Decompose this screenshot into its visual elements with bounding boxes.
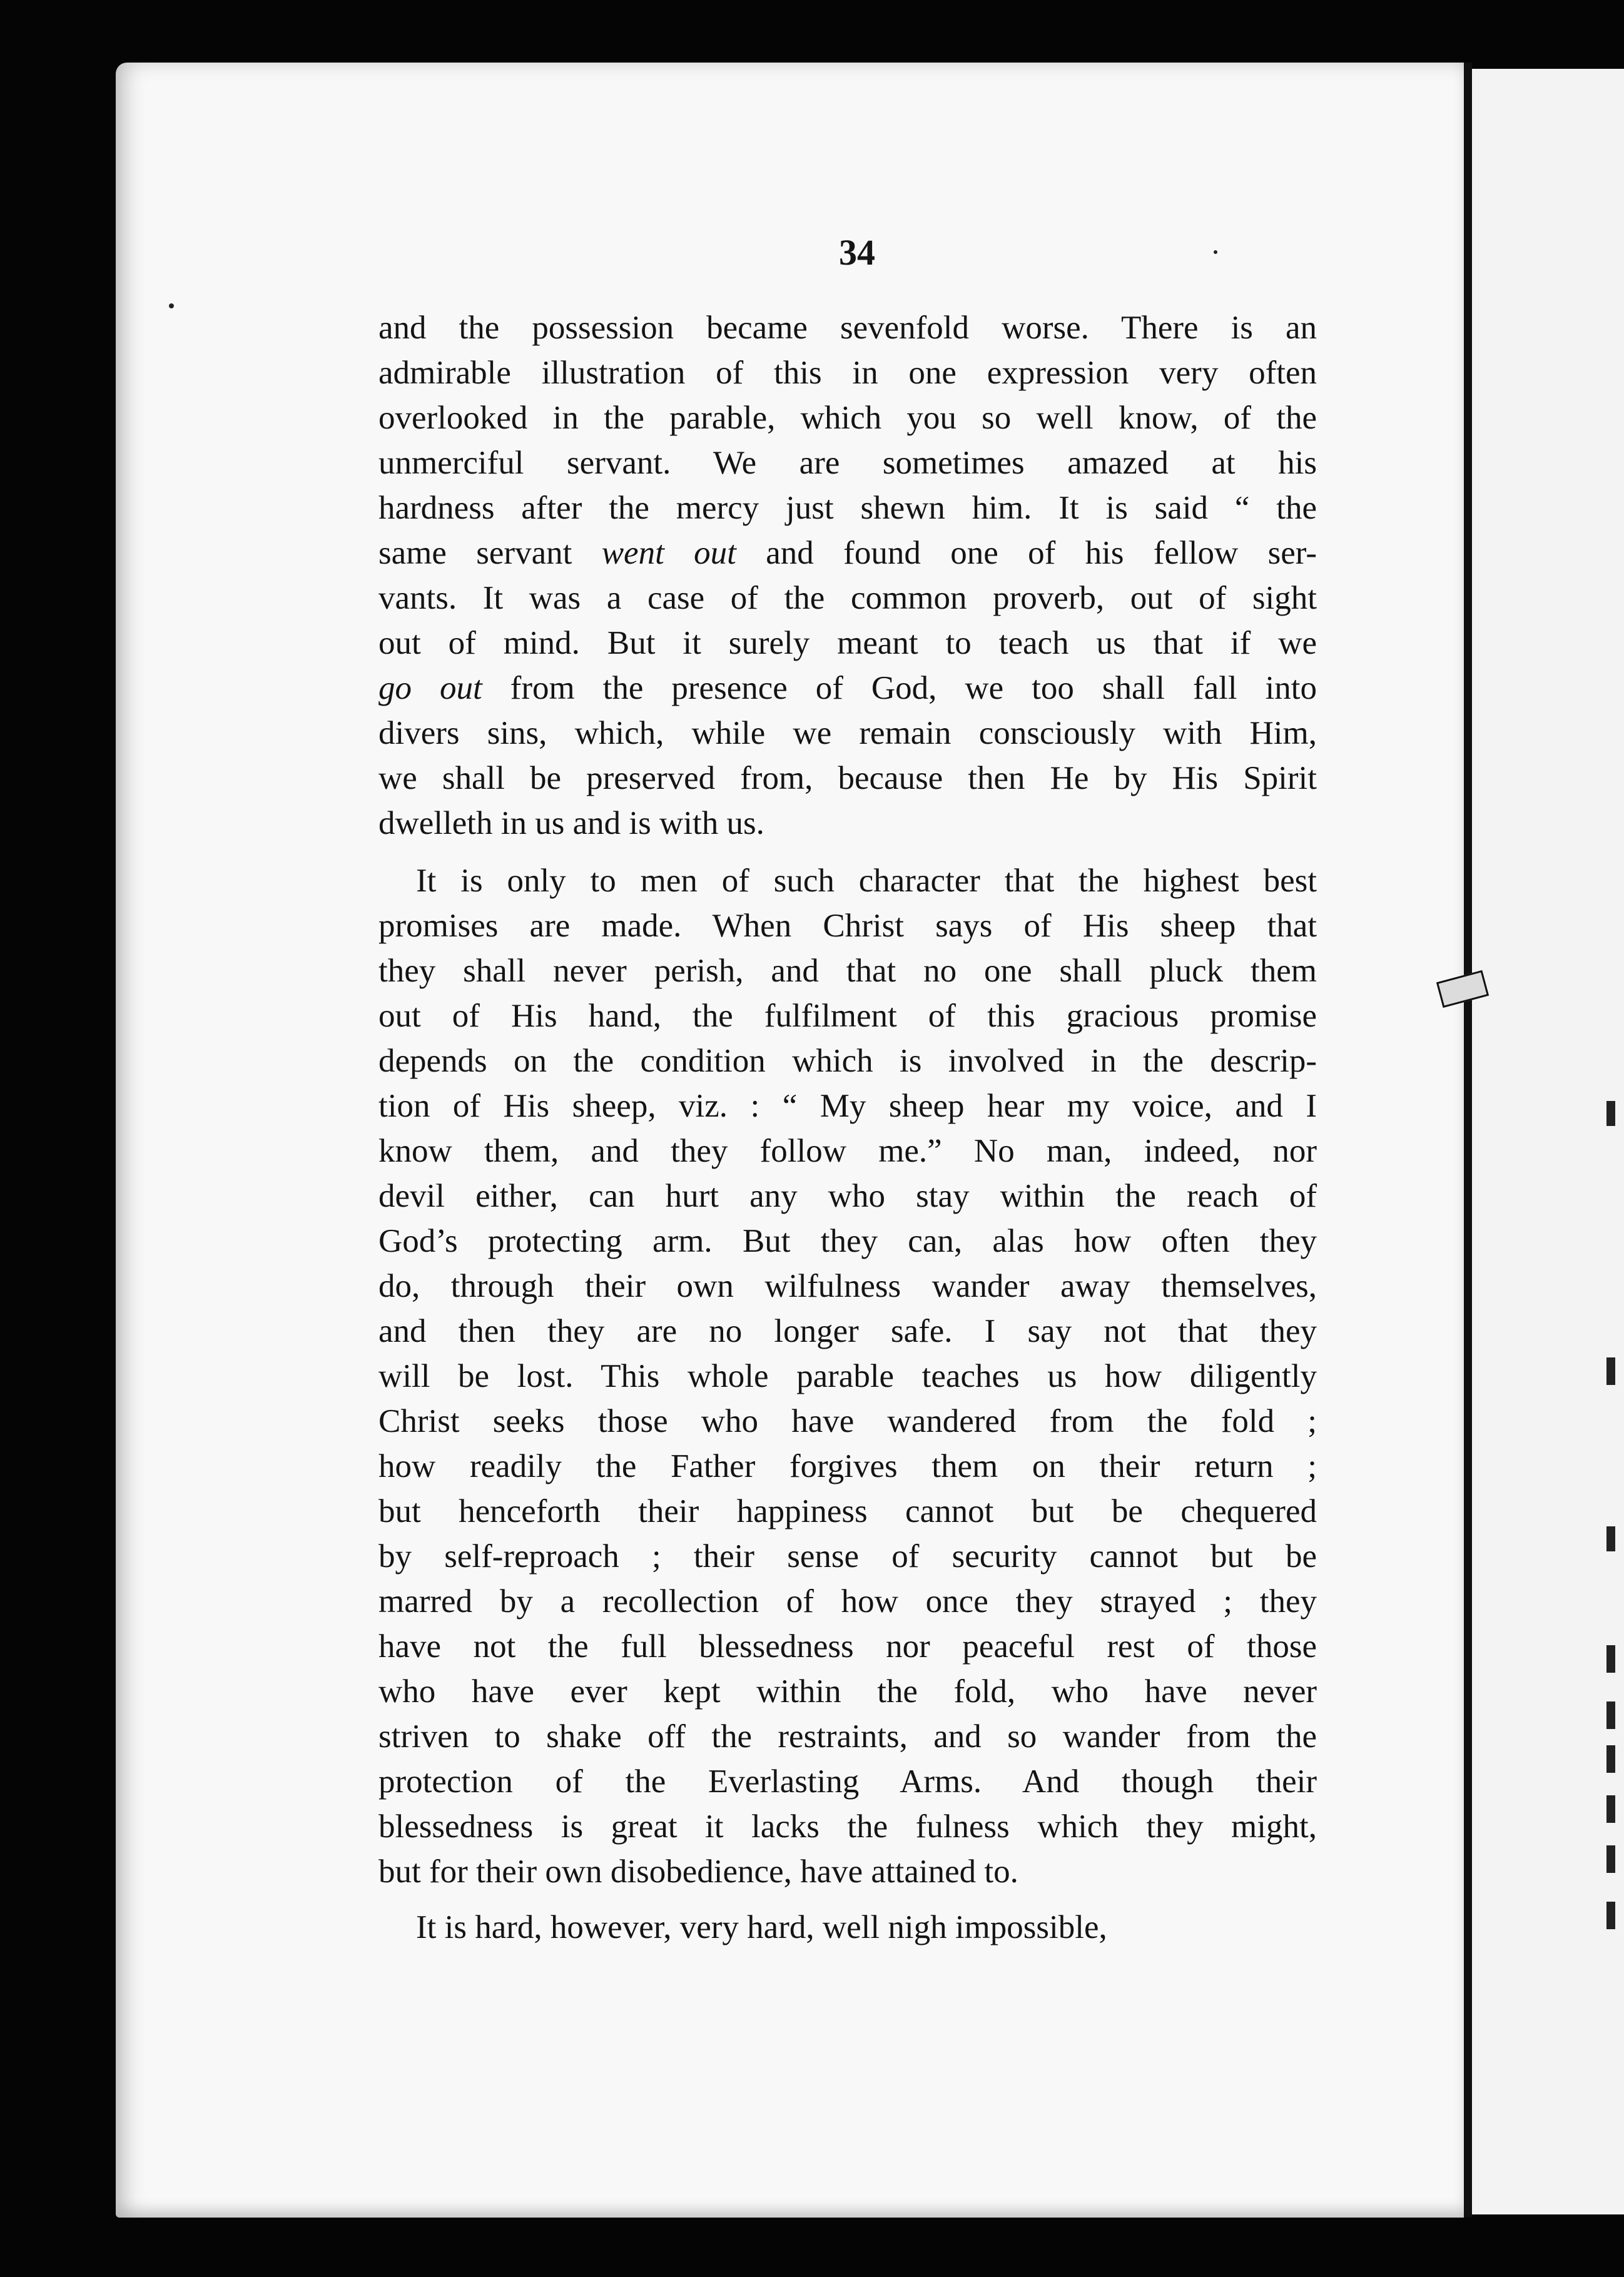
text-line: how readily the Father forgives them on their return ; — [378, 1448, 1317, 1484]
text-line: do, through their own wilfulness wander away themselves, — [378, 1268, 1317, 1304]
text-line: devil either, can hurt any who stay within the reach of — [378, 1178, 1317, 1214]
text-line: divers sins, which, while we remain consciously with Him, — [378, 715, 1317, 751]
facing-page-glyph — [1606, 1845, 1615, 1873]
text-line: blessedness is great it lacks the fulness which they might, — [378, 1808, 1317, 1845]
text-line: they shall never perish, and that no one shall pluck them — [378, 953, 1317, 989]
text-line: promises are made. When Christ says of His sheep that — [378, 908, 1317, 944]
text-line: admirable illustration of this in one expression very often — [378, 355, 1317, 391]
text-line: striven to shake off the restraints, and so wander from the — [378, 1718, 1317, 1755]
text-run: from the presence of God, we too shall fall into — [482, 670, 1317, 706]
text-line: unmerciful servant. We are sometimes amazed at his — [378, 445, 1317, 481]
page-gutter-edge — [1464, 63, 1472, 2218]
facing-page-glyph — [1606, 1795, 1615, 1823]
text-line: and the possession became sevenfold worse. There is an — [378, 310, 1317, 346]
paragraph — [378, 305, 1317, 846]
italic-text: went out — [601, 535, 736, 571]
facing-page-glyph — [1606, 1526, 1615, 1551]
page-number: 34 — [839, 232, 875, 273]
text-line: protection of the Everlasting Arms. And though their — [378, 1763, 1317, 1800]
text-line: but for their own disobedience, have attained to. — [378, 1854, 1018, 1890]
text-line: we shall be preserved from, because then He by His Spirit — [378, 760, 1317, 796]
text-line: hardness after the mercy just shewn him. It is said “ the — [378, 490, 1317, 526]
facing-page-glyph — [1606, 1101, 1615, 1126]
text-line: have not the full blessedness nor peaceful rest of those — [378, 1628, 1317, 1665]
text-line: out of His hand, the fulfilment of this gracious promise — [378, 998, 1317, 1034]
text-line: but henceforth their happiness cannot but be chequered — [378, 1493, 1317, 1529]
speck — [169, 303, 174, 308]
text-line: by self-reproach ; their sense of security cannot but be — [378, 1538, 1317, 1575]
facing-page-glyph — [1606, 1357, 1615, 1385]
text-line: and then they are no longer safe. I say not that they — [378, 1313, 1317, 1349]
facing-page-glyph — [1606, 1745, 1615, 1773]
facing-page-glyph — [1606, 1645, 1615, 1673]
text-line — [378, 666, 1317, 711]
paragraph — [378, 858, 1317, 1894]
text-line — [378, 530, 1317, 576]
text-run: same servant — [378, 535, 602, 571]
text-line: It is hard, however, very hard, well nigh impossible, — [416, 1909, 1107, 1945]
text-line: Christ seeks those who have wandered from the fold ; — [378, 1403, 1317, 1439]
text-line: God’s protecting arm. But they can, alas how often they — [378, 1223, 1317, 1259]
text-line: marred by a recollection of how once they strayed ; they — [378, 1583, 1317, 1620]
text-line: tion of His sheep, viz. : “ My sheep hear my voice, and I — [378, 1088, 1317, 1124]
facing-page-glyph — [1606, 1902, 1615, 1929]
italic-text: go out — [378, 670, 482, 706]
text-line: who have ever kept within the fold, who have never — [378, 1673, 1317, 1710]
text-line: know them, and they follow me.” No man, indeed, nor — [378, 1133, 1317, 1169]
paragraph — [378, 1905, 1317, 1950]
text-line: will be lost. This whole parable teaches us how diligently — [378, 1358, 1317, 1394]
text-line: depends on the condition which is involved in the descrip- — [378, 1043, 1317, 1079]
facing-page-edge — [1472, 69, 1624, 2214]
speck — [1214, 250, 1217, 254]
text-line: overlooked in the parable, which you so well know, of the — [378, 400, 1317, 436]
text-line: It is only to men of such character that the highest best — [416, 863, 1317, 899]
facing-page-glyph — [1606, 1701, 1615, 1729]
text-line: vants. It was a case of the common proverb, out of sight — [378, 580, 1317, 616]
text-line: dwelleth in us and is with us. — [378, 805, 764, 841]
text-line: out of mind. But it surely meant to teach us that if we — [378, 625, 1317, 661]
text-run: and found one of his fellow ser- — [736, 535, 1317, 571]
